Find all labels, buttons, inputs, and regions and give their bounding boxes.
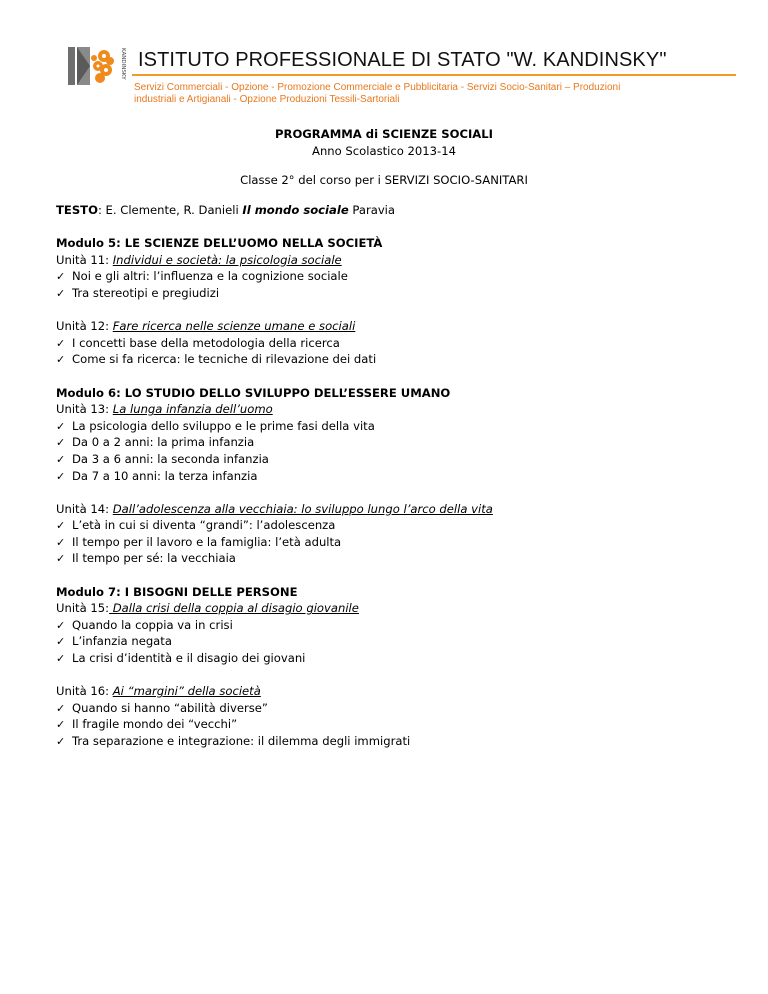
unit-heading	[56, 401, 736, 418]
checkmark-icon: ✓	[56, 469, 66, 483]
checkmark-icon: ✓	[56, 718, 66, 732]
header-divider	[132, 74, 736, 76]
textbook-authors: : E. Clemente, R. Danieli	[97, 203, 243, 217]
list-item	[56, 285, 736, 302]
list-item	[56, 451, 736, 468]
module-title: Modulo 6: LO STUDIO DELLO SVILUPPO DELL’ESSERE UMANO	[56, 385, 451, 400]
textbook-line	[56, 202, 736, 219]
textbook-title: Il mondo sociale	[242, 203, 349, 217]
list-item-text: Da 7 a 10 anni: la terza infanzia	[72, 468, 258, 483]
unit-title: Individui e società: la psicologia sociale	[112, 252, 342, 267]
list-item	[56, 468, 736, 485]
subtitle-line-2: industriali e Artigianali - Opzione Produzioni Tessili-Sartoriali	[134, 94, 400, 105]
list-item-text: I concetti base della metodologia della ricerca	[72, 335, 340, 350]
checkmark-icon: ✓	[56, 286, 66, 300]
modules-list	[56, 235, 736, 749]
list-item-text: Da 0 a 2 anni: la prima infanzia	[72, 435, 255, 450]
list-item	[56, 700, 736, 717]
checkmark-icon: ✓	[56, 353, 66, 367]
list-item-text: L’infanzia negata	[72, 634, 172, 649]
checkmark-icon: ✓	[56, 419, 66, 433]
textbook-label: TESTO	[56, 203, 98, 217]
unit-label: Unità 12:	[56, 319, 113, 334]
list-item-text: Tra separazione e integrazione: il dilemma degli immigrati	[72, 734, 411, 748]
institute-courses	[134, 82, 694, 106]
list-item	[56, 534, 736, 551]
unit-label: Unità 15:	[56, 601, 110, 616]
unit-heading	[56, 501, 736, 518]
unit-heading	[56, 252, 736, 269]
module-title: Modulo 7: I BISOGNI DELLE PERSONE	[56, 584, 298, 599]
list-item-text: Da 3 a 6 anni: la seconda infanzia	[72, 451, 269, 466]
list-item	[56, 434, 736, 451]
list-item	[56, 418, 736, 435]
checkmark-icon: ✓	[56, 635, 66, 649]
list-item-text: Tra stereotipi e pregiudizi	[72, 285, 220, 300]
unit-title: Ai “margini” della società	[112, 684, 261, 699]
list-item-text: L’età in cui si diventa “grandi”: l’adolescenza	[72, 518, 336, 533]
checkmark-icon: ✓	[56, 519, 66, 533]
class-description: Classe 2° del corso per i SERVIZI SOCIO-SANITARI	[240, 173, 528, 187]
unit-title: Fare ricerca nelle scienze umane e sociali	[112, 319, 356, 334]
program-body	[56, 202, 736, 750]
list-item	[56, 550, 736, 567]
list-item	[56, 633, 736, 650]
checkmark-icon: ✓	[56, 436, 66, 450]
school-year: Anno Scolastico 2013-14	[312, 144, 456, 158]
checkmark-icon: ✓	[56, 336, 66, 350]
institute-name: ISTITUTO PROFESSIONALE DI STATO "W. KANDINSKY"	[138, 49, 667, 71]
list-item	[56, 335, 736, 352]
list-item	[56, 268, 736, 285]
unit-label: Unità 14:	[56, 501, 113, 516]
unit-label: Unità 11:	[56, 252, 113, 267]
unit-heading	[56, 600, 736, 617]
subtitle-line-1: Servizi Commerciali - Opzione - Promozione Commerciale e Pubblicitaria - Servizi Socio-Sanitari – Produzioni	[134, 82, 621, 93]
unit-label: Unità 13:	[56, 402, 113, 417]
unit-title: La lunga infanzia dell’uomo	[112, 402, 273, 417]
list-item	[56, 650, 736, 667]
list-item	[56, 617, 736, 634]
letterhead	[66, 44, 736, 114]
unit-title: Dalla crisi della coppia al disagio giovanile	[109, 601, 359, 616]
checkmark-icon: ✓	[56, 270, 66, 284]
list-item-text: Il fragile mondo dei “vecchi”	[72, 717, 238, 732]
module-title: Modulo 5: LE SCIENZE DELL’UOMO NELLA SOCIETÀ	[56, 236, 383, 251]
list-item	[56, 733, 736, 750]
unit-heading	[56, 683, 736, 700]
list-item-text: La psicologia dello sviluppo e le prime fasi della vita	[72, 418, 375, 433]
list-item-text: Il tempo per sé: la vecchiaia	[72, 551, 236, 566]
program-title: PROGRAMMA di SCIENZE SOCIALI	[275, 127, 493, 141]
checkmark-icon: ✓	[56, 735, 66, 748]
unit-title: Dall’adolescenza alla vecchiaia: lo sviluppo lungo l’arco della vita	[112, 501, 493, 516]
list-item-text: Come si fa ricerca: le tecniche di rilevazione dei dati	[72, 352, 377, 367]
kandinsky-school-logo	[66, 44, 128, 90]
checkmark-icon: ✓	[56, 552, 66, 566]
checkmark-icon: ✓	[56, 452, 66, 466]
list-item-text: Quando si hanno “abilità diverse”	[72, 700, 268, 715]
list-item-text: Il tempo per il lavoro e la famiglia: l’età adulta	[72, 534, 342, 549]
list-item-text: Noi e gli altri: l’influenza e la cognizione sociale	[72, 269, 348, 284]
unit-label: Unità 16:	[56, 684, 113, 699]
list-item-text: Quando la coppia va in crisi	[72, 617, 233, 632]
unit-heading	[56, 318, 736, 335]
logo-lettering: KANDINSKY	[120, 48, 126, 80]
textbook-publisher: Paravia	[348, 203, 396, 217]
list-item	[56, 351, 736, 368]
checkmark-icon: ✓	[56, 701, 66, 715]
list-item	[56, 716, 736, 733]
list-item-text: La crisi d’identità e il disagio dei giovani	[72, 651, 306, 666]
checkmark-icon: ✓	[56, 652, 66, 666]
checkmark-icon: ✓	[56, 535, 66, 549]
list-item	[56, 517, 736, 534]
checkmark-icon: ✓	[56, 618, 66, 632]
